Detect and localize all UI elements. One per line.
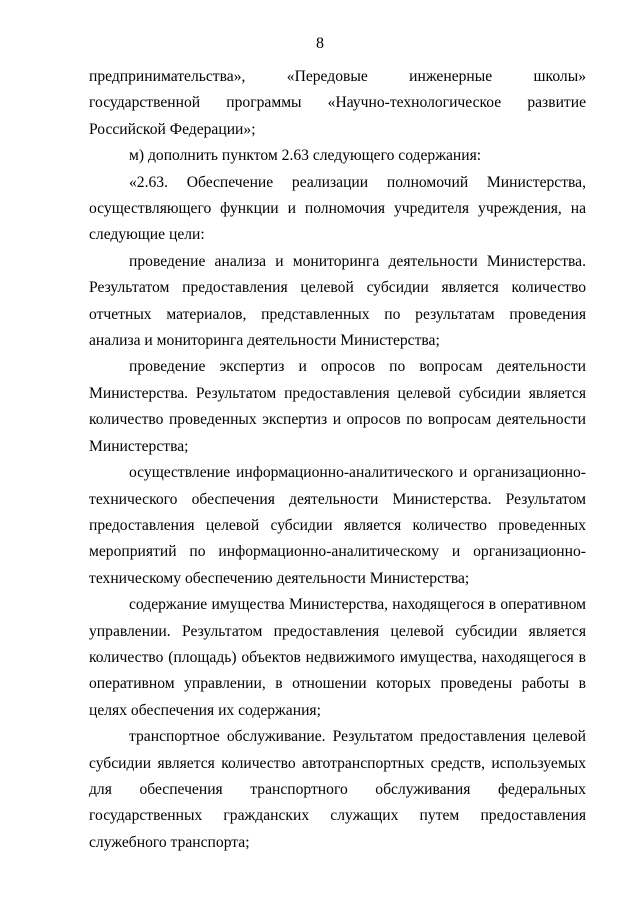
document-body bbox=[89, 64, 586, 856]
paragraph-transport-service: транспортное обслуживание. Результатом предоставления целевой субсидии является количество автотранспортных средств, используемых для обеспечения транспортного обслуживания федеральных государственных гражданских служащих путем предоставления служебного транспорта; bbox=[89, 728, 586, 851]
paragraph-continuation: предпринимательства», «Передовые инженерные школы» государственной программы «Научно-технологическое развитие Российской Федерации»; bbox=[89, 68, 586, 138]
paragraph-expertise-surveys: проведение экспертиз и опросов по вопросам деятельности Министерства. Результатом предоставления целевой субсидии является количество проведенных экспертиз и опросов по вопросам деятельности Министерства; bbox=[89, 358, 586, 455]
paragraph-amendment-m: м) дополнить пунктом 2.63 следующего содержания: bbox=[129, 147, 482, 165]
paragraph-information-support: осуществление информационно-аналитического и организационно-технического обеспечения деятельности Министерства. Результатом предоставления целевой субсидии является количество проведенных мероприятий по информационно-аналитическому и организационно-техническому обеспечению деятельности Министерства; bbox=[89, 464, 586, 587]
paragraph-property-maintenance: содержание имущества Министерства, находящегося в оперативном управлении. Результатом предоставления целевой субсидии является количество (площадь) объектов недвижимого имущества, находящегося в оперативном управлении, в отношении которых проведены работы в целях обеспечения их содержания; bbox=[89, 596, 586, 719]
page-number: 8 bbox=[316, 35, 324, 52]
paragraph-analysis-monitoring: проведение анализа и мониторинга деятельности Министерства. Результатом предоставления целевой субсидии является количество отчетных материалов, представленных по результатам проведения анализа и мониторинга деятельности Министерства; bbox=[89, 252, 586, 350]
paragraph-clause-2-63: «2.63. Обеспечение реализации полномочий Министерства, осуществляющего функции и полномочия учредителя учреждения, на следующие цели: bbox=[89, 173, 586, 244]
